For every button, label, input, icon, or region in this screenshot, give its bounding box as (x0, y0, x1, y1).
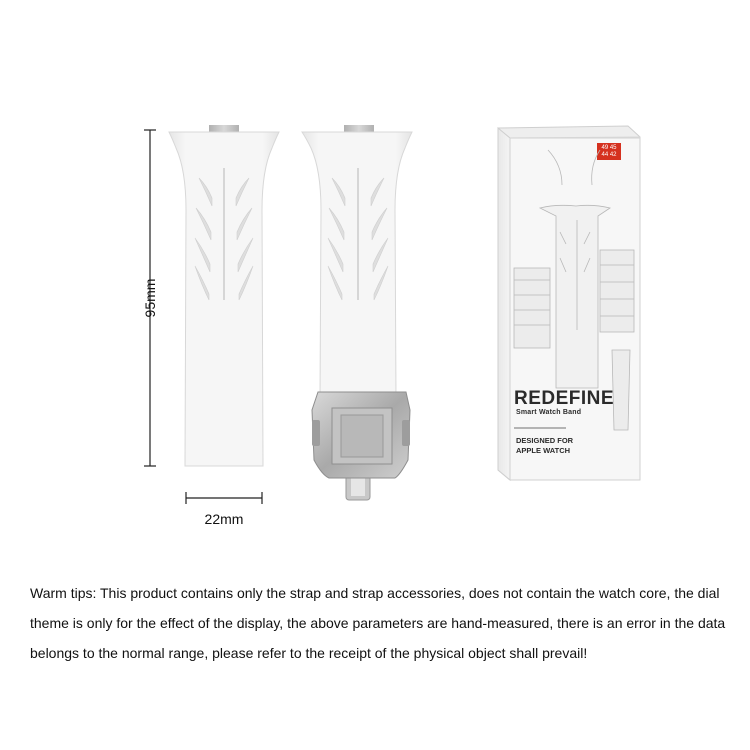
size-badge-line1: 49 45 (601, 145, 617, 151)
package-apple-watch: APPLE WATCH (516, 446, 571, 455)
size-badge-line2: 44 42 (601, 152, 617, 158)
width-dimension-label: 22mm (204, 511, 244, 527)
height-dimension-label: 95mm (142, 278, 158, 318)
package-designed-for: DESIGNED FOR (516, 436, 574, 445)
strap-left (169, 125, 279, 466)
package-box (498, 126, 640, 480)
package-subtitle: Smart Watch Band (516, 409, 582, 416)
strap-right (302, 125, 412, 500)
warm-tips-text: Warm tips: This product contains only the strap and strap accessories, does not contain the watch core, the dial theme is only for the effect of the display, the above parameters are hand-measured, there is an error in the data belongs to the normal range, please refer to the receipt of the physical object shall prevail! (30, 585, 726, 661)
width-dimension-line (186, 492, 262, 504)
package-brand: REDEFINE (514, 388, 615, 409)
metal-buckle (312, 392, 410, 500)
